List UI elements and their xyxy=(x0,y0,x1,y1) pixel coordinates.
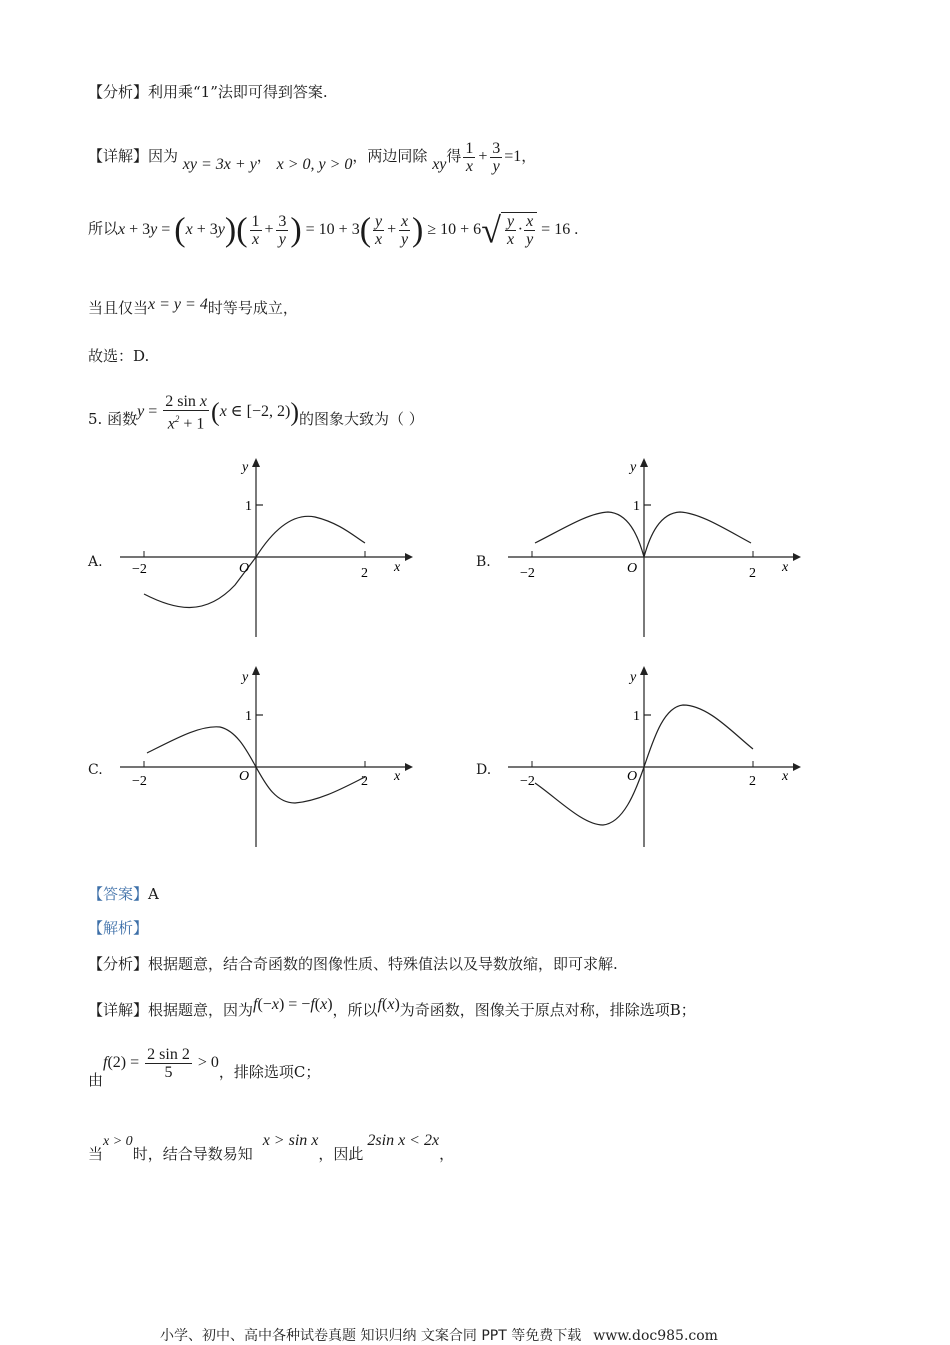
tick-pos2-label: 2 xyxy=(749,774,756,789)
detail-prefix: 【详解】因为 xyxy=(88,147,179,166)
curve-a xyxy=(144,516,365,607)
function-definition: y = $\frac{\text{2 sin x}}{x^2 + 1}$ (x ∈ [−2, 2)) xyxy=(137,393,299,433)
tick-one-label: 1 xyxy=(245,709,252,724)
footer xyxy=(160,1325,718,1345)
condition: x > 0, y > 0 xyxy=(276,156,353,174)
x-axis-arrow-icon xyxy=(405,763,413,771)
x-axis-label: x xyxy=(782,560,789,575)
graph-option-d[interactable] xyxy=(503,663,803,853)
f-of-x: f(x) xyxy=(377,996,400,1013)
x-axis-arrow-icon xyxy=(793,553,801,561)
get-text: 得 xyxy=(446,147,462,166)
inequality-line xyxy=(88,212,578,248)
tick-one-label: 1 xyxy=(633,709,640,724)
fraction-equation: $\frac{1}{x}$ + $\frac{3}{y}$ =1 xyxy=(465,140,522,175)
equality-line xyxy=(88,298,298,319)
option-d-label[interactable]: D. xyxy=(476,762,492,778)
tick-pos2-label: 2 xyxy=(749,566,756,581)
shi-text: 时，结合导数易知 xyxy=(132,1145,253,1163)
footer-url[interactable]: www.doc985.com xyxy=(593,1328,718,1344)
analysis-line-1: 【分析】利用乘“1”法即可得到答案. xyxy=(88,83,328,101)
y-axis-arrow-icon xyxy=(252,458,260,467)
y-axis-arrow-icon xyxy=(640,666,648,675)
tick-pos2-label: 2 xyxy=(361,566,368,581)
x-axis-label: x xyxy=(394,560,401,575)
jiexi-line: 【解析】 xyxy=(88,919,149,937)
origin-label: O xyxy=(239,561,250,576)
so-prefix: 所以 xyxy=(88,219,119,238)
tick-neg2-label: −2 xyxy=(520,566,535,581)
tick-pos2-label: 2 xyxy=(361,774,368,789)
separator: ， xyxy=(256,147,272,166)
f2-line xyxy=(88,1046,321,1090)
graph-option-c[interactable] xyxy=(115,663,415,853)
y-axis-label: y xyxy=(630,670,637,685)
detail-line-1 xyxy=(88,140,536,175)
origin-label: O xyxy=(627,561,638,576)
x-axis-arrow-icon xyxy=(793,763,801,771)
x-positive: x > 0 xyxy=(103,1134,133,1149)
tick-one-label: 1 xyxy=(633,499,640,514)
y-axis-label: y xyxy=(242,460,249,475)
detail2-suffix: 为奇函数，图像关于原点对称，排除选项B； xyxy=(399,1001,696,1019)
dang-text: 当 xyxy=(88,1145,104,1163)
y-axis-label: y xyxy=(242,670,249,685)
tick-neg2-label: −2 xyxy=(132,562,147,577)
answer-label: 【答案】 xyxy=(88,885,149,903)
curve-b xyxy=(535,512,751,557)
f2-suffix: ，排除选项C； xyxy=(218,1063,321,1082)
question-suffix: 的图象大致为（ ） xyxy=(299,410,424,429)
footer-text: 小学、初中、高中各种试卷真题 知识归纳 文案合同 PPT 等免费下载 xyxy=(160,1328,582,1344)
x-axis-label: x xyxy=(782,769,789,784)
graph-option-b[interactable] xyxy=(503,455,803,645)
option-c-label[interactable]: C. xyxy=(88,762,103,778)
ineq-x-sinx: x > sin x xyxy=(262,1132,319,1149)
answer-value: A xyxy=(148,885,159,903)
option-a-label[interactable]: A. xyxy=(88,554,103,570)
question-5 xyxy=(88,393,424,432)
equality-prefix: 当且仅当 xyxy=(88,299,149,317)
choice-line: 故选：D. xyxy=(88,347,150,365)
end-comma: ， xyxy=(521,147,537,166)
detail-line-2 xyxy=(88,996,696,1021)
divisor: xy xyxy=(432,156,447,174)
analysis-line-2: 【分析】根据题意，结合奇函数的图像性质、特殊值法以及导数放缩，即可求解. xyxy=(88,955,618,973)
f2-expression: f(2) = $\frac{2 \sin 2}{5}$ > 0 xyxy=(103,1046,219,1081)
y-axis-label: y xyxy=(630,460,637,475)
origin-label: O xyxy=(627,769,638,784)
odd-function-eq: f(−x) = −f(x) xyxy=(253,996,333,1013)
x-axis-arrow-icon xyxy=(405,553,413,561)
tick-neg2-label: −2 xyxy=(520,774,535,789)
x-axis-label: x xyxy=(394,769,401,784)
yinci-text: ，因此 xyxy=(318,1145,364,1163)
tick-one-label: 1 xyxy=(245,499,252,514)
equality-suffix: 时等号成立， xyxy=(207,299,298,317)
y-axis-arrow-icon xyxy=(640,458,648,467)
detail2-prefix: 【详解】根据题意，因为 xyxy=(88,1001,254,1019)
graph-option-a[interactable] xyxy=(115,455,415,645)
derivative-line xyxy=(88,1130,455,1163)
answer-line xyxy=(88,884,159,904)
detail2-mid: ，所以 xyxy=(332,1001,378,1019)
ineq-2sinx: 2sin x < 2x xyxy=(367,1132,440,1149)
equality-condition: x = y = 4 xyxy=(148,296,208,313)
end-comma-2: ， xyxy=(439,1145,455,1163)
y-axis-arrow-icon xyxy=(252,666,260,675)
tick-neg2-label: −2 xyxy=(132,774,147,789)
divide-text: ，两边同除 xyxy=(352,147,428,166)
am-gm-chain: x + 3y = (x + 3y)( $\frac{1}{x}$ + $\frac{3}{y}$ ) = 10 + 3( $\frac{y}{x}$ + $\frac{x}{y}$ ) ≥ 10 + 6√ $\frac{y}{x}$ · $\frac{x}{y}$ = 16 . xyxy=(118,210,579,250)
you-text: 由 xyxy=(88,1071,104,1090)
option-b-label[interactable]: B. xyxy=(476,554,491,570)
origin-label: O xyxy=(239,769,250,784)
question-prefix: 5. 函数 xyxy=(88,410,138,429)
equation-xy: xy = 3x + y xyxy=(182,156,257,174)
